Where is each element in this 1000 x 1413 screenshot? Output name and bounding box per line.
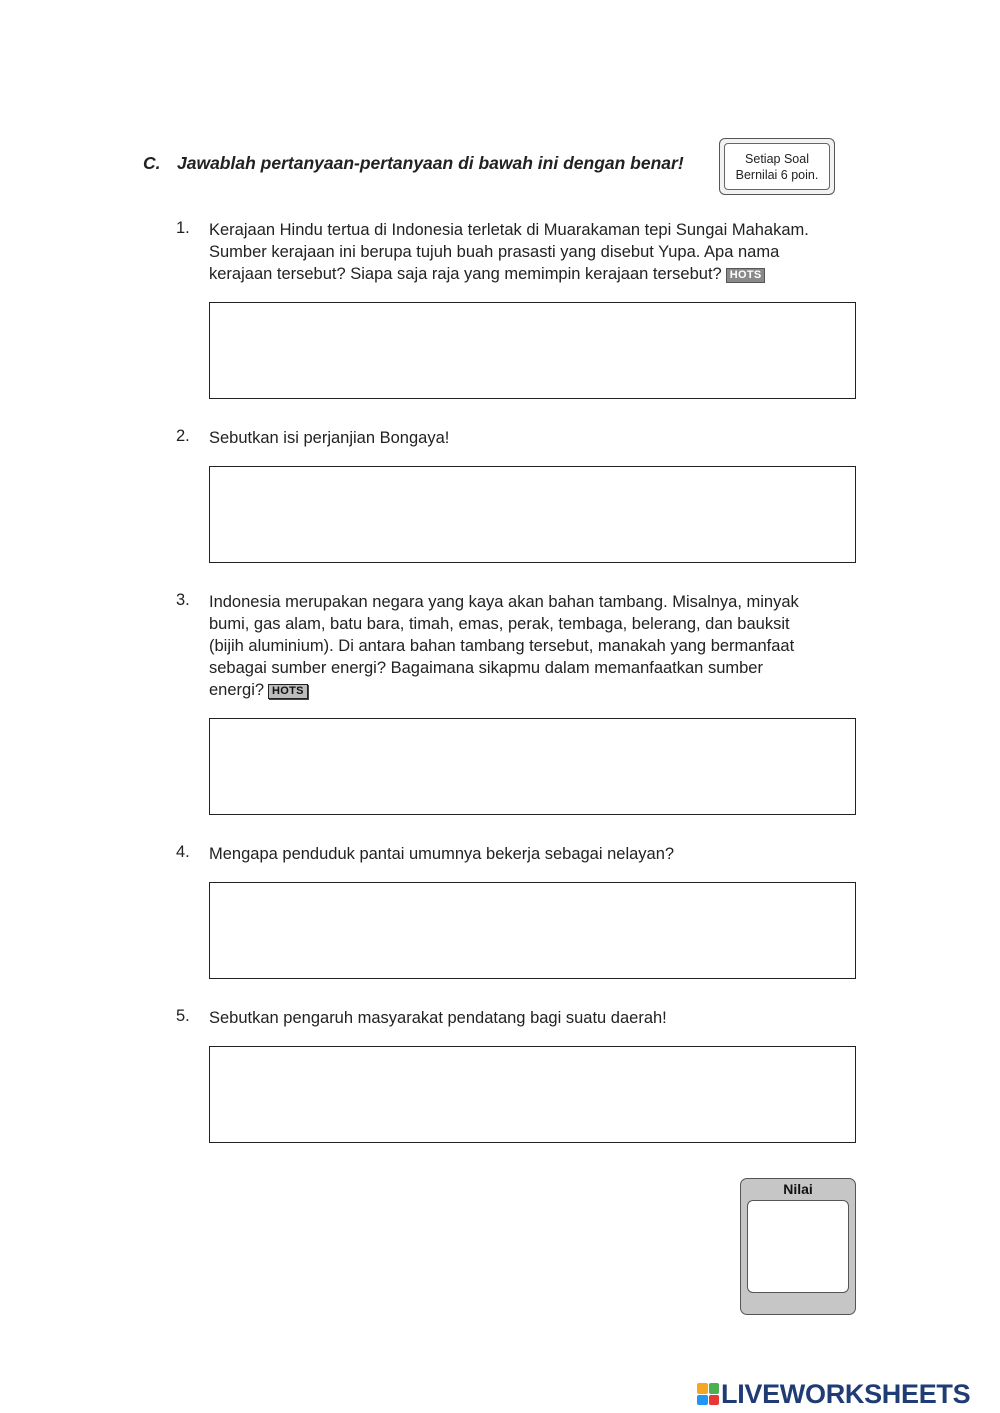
- logo-square-2: [709, 1383, 720, 1394]
- question-1-number: 1.: [176, 219, 190, 237]
- question-3-line-3: (bijih aluminium). Di antara bahan tambang tersebut, manakah yang bermanfaat: [209, 637, 795, 655]
- question-5-number: 5.: [176, 1007, 190, 1025]
- points-note-line1: Setiap Soal: [745, 152, 809, 166]
- hots-badge: HOTS: [726, 268, 766, 283]
- question-1-line-1: Kerajaan Hindu tertua di Indonesia terletak di Muarakaman tepi Sungai Mahakam.: [209, 221, 809, 239]
- question-1-line-2: Sumber kerajaan ini berupa tujuh buah prasasti yang disebut Yupa. Apa nama: [209, 243, 780, 261]
- score-box: [740, 1178, 856, 1315]
- question-4-number: 4.: [176, 843, 190, 861]
- score-input[interactable]: [747, 1200, 849, 1293]
- answer-box-1[interactable]: [209, 302, 856, 399]
- answer-box-4[interactable]: [209, 882, 856, 979]
- question-2-line-1: Sebutkan isi perjanjian Bongaya!: [209, 429, 450, 447]
- question-3-line-4: sebagai sumber energi? Bagaimana sikapmu dalam memanfaatkan sumber: [209, 659, 763, 677]
- question-4-line-1: Mengapa penduduk pantai umumnya bekerja sebagai nelayan?: [209, 845, 675, 863]
- question-3-number: 3.: [176, 591, 190, 609]
- question-3-line-5-wrap: [209, 679, 856, 701]
- answer-box-2[interactable]: [209, 466, 856, 563]
- brand-name: LIVEWORKSHEETS: [721, 1378, 971, 1409]
- points-note-line2: Bernilai 6 poin.: [735, 168, 819, 182]
- liveworksheets-logo-icon: [697, 1383, 719, 1405]
- section-letter: C.: [143, 153, 161, 173]
- question-3-line-2: bumi, gas alam, batu bara, timah, emas, perak, tembaga, belerang, dan bauksit: [209, 615, 790, 633]
- brand: [697, 1378, 970, 1410]
- points-note-inner: [724, 143, 830, 190]
- section-header: [143, 153, 684, 174]
- question-3-line-1: Indonesia merupakan negara yang kaya akan bahan tambang. Misalnya, minyak: [209, 593, 799, 611]
- question-1-line-3-wrap: [209, 263, 856, 285]
- logo-square-4: [709, 1395, 720, 1406]
- hots-badge: HOTS: [268, 684, 308, 699]
- question-3-line-5: energi?: [209, 681, 265, 699]
- question-5-line-1: Sebutkan pengaruh masyarakat pendatang bagi suatu daerah!: [209, 1009, 667, 1027]
- question-1-line-3: kerajaan tersebut? Siapa saja raja yang memimpin kerajaan tersebut?: [209, 265, 722, 283]
- section-title: Jawablah pertanyaan-pertanyaan di bawah ini dengan benar!: [177, 153, 684, 173]
- score-label: Nilai: [783, 1181, 813, 1197]
- points-note-box: [719, 138, 835, 195]
- logo-square-3: [697, 1395, 708, 1406]
- answer-box-5[interactable]: [209, 1046, 856, 1143]
- answer-box-3[interactable]: [209, 718, 856, 815]
- logo-square-1: [697, 1383, 708, 1394]
- question-2-number: 2.: [176, 427, 190, 445]
